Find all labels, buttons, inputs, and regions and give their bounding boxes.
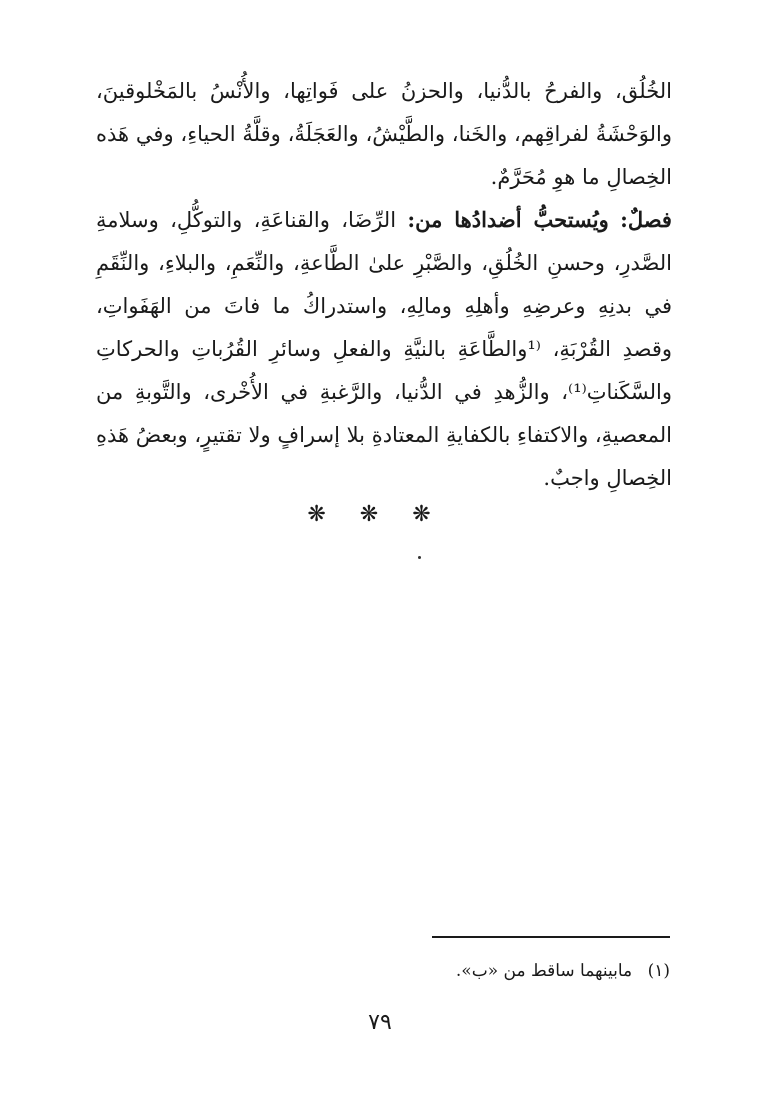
paragraph-1: الخُلُق، والفرحُ بالدُّنيا، والحزنُ على فَواتِها، والأُنْسُ بالمَخْلوقينَ، والوَحْشَةُ لفراقِهم، والخَنا، والطَّيْشُ، والعَجَلَةُ، وقلَّةُ الحياءِ، وفي هَذه الخِصالِ ما هوِ مُحَرَّمٌ.: [96, 79, 672, 189]
section-lead: ويُستحبُّ أضدادُها من:: [407, 207, 609, 232]
footnote-number: (١): [647, 961, 670, 981]
section-heading: فصلٌ:: [620, 207, 672, 232]
paragraph-2-body: الرِّضَا، والقناعَةِ، والتوكُّلِ، وسلامةِ الصَّدرِ، وحسنِ الخُلُقِ، والصَّبْرِ علىٰ الطَّاعةِ، والنِّعَمِ، والبلاءِ، والنِّقَمِ في بدنِهِ وعرضِهِ وأهلِهِ ومالِهِ، واستدراكُ ما فاتَ من الهَفَواتِ، وقصدِ القُرْبَةِ، ⁽¹والطَّاعَةِ بالنيَّةِ والفعلِ وسائرِ القُرُباتِ والحركاتِ والسَّكَناتِ⁽¹⁾، والزُّهدِ في الدُّنيا، والرَّغبةِ في الأُخْرى، والتَّوبةِ من المعصيةِ، والاكتفاءِ بالكفايةِ المعتادةِ بلا إسرافٍ ولا تقتيرٍ، وبعضُ هَذهِ الخِصالِ واجبٌ.: [96, 208, 672, 490]
print-dot: [418, 556, 421, 559]
footnote-divider: [432, 936, 670, 938]
asterism-icon: ❋: [359, 502, 401, 527]
section-divider-ornament: [0, 502, 760, 527]
footnote-text: مابينهما ساقط من «ب».: [455, 961, 633, 981]
page-number: ٧٩: [368, 1010, 392, 1035]
paragraph-2: [96, 198, 672, 500]
asterism-icon: ❋: [307, 502, 348, 527]
asterism-icon: ❋: [412, 502, 453, 527]
footnote: [96, 956, 670, 986]
